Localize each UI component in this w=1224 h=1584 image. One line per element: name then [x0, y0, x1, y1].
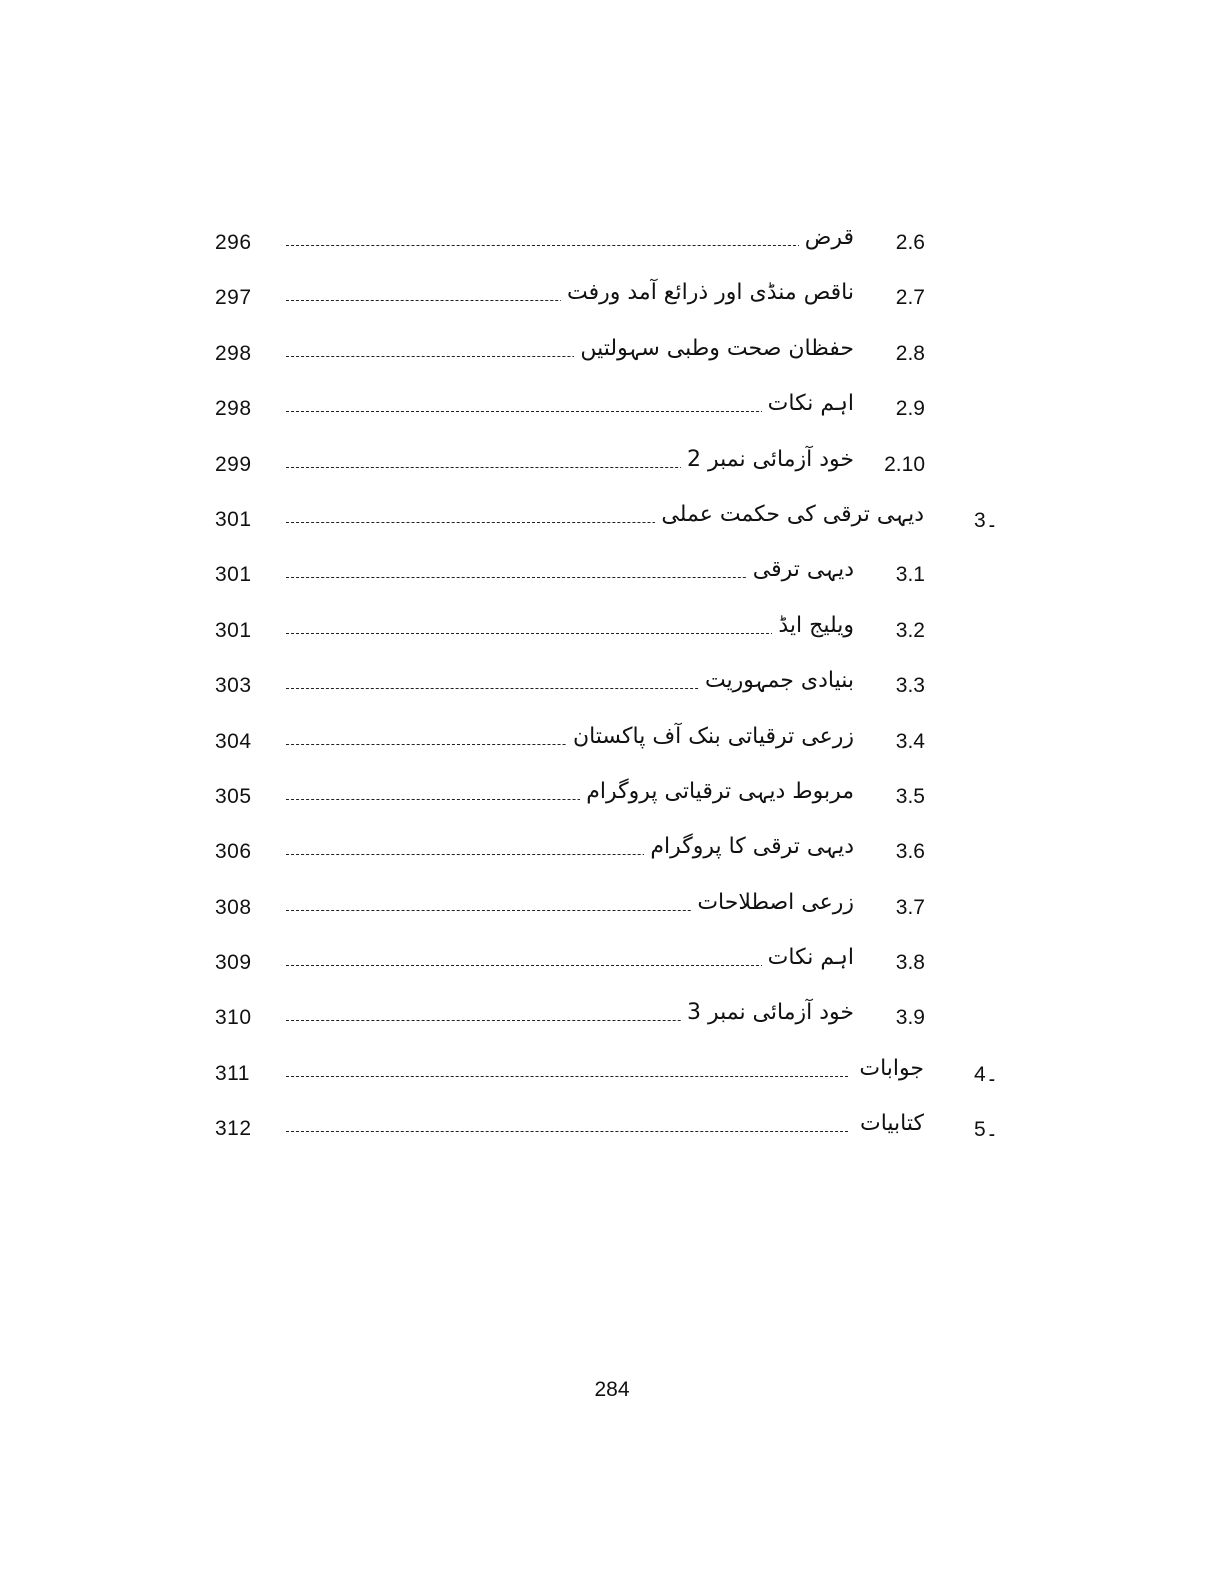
toc-section-number: 3.5: [895, 784, 925, 808]
toc-leader-line: [286, 910, 736, 911]
toc-title: اہم نکات: [762, 945, 854, 970]
toc-section-number: 3.3: [895, 674, 925, 698]
toc-row: [0, 771, 1224, 826]
toc-leader-line: [286, 688, 738, 689]
toc-title: زرعی ترقیاتی بنک آف پاکستان: [567, 724, 854, 749]
toc-page-number: 301: [215, 618, 252, 642]
toc-leader-line: [286, 633, 794, 634]
toc-page-number: 309: [215, 951, 252, 975]
toc-title: کتابیات: [854, 1111, 924, 1136]
toc-leader-line: [286, 965, 784, 966]
toc-title: ناقص منڈی اور ذرائع آمد ورفت: [561, 280, 854, 305]
toc-leader-line: [286, 1020, 746, 1021]
toc-leader-line: [286, 1076, 848, 1077]
toc-section-number: 2.7: [895, 286, 925, 310]
toc-page-number: 301: [215, 507, 252, 531]
toc-row: [0, 937, 1224, 992]
toc-page-number: 298: [215, 397, 252, 421]
toc-leader-line: [286, 411, 784, 412]
toc-page-number: 310: [215, 1006, 252, 1030]
toc-page-number: 311: [215, 1061, 250, 1085]
toc-section-number: 3.4: [895, 729, 925, 753]
toc-row: [0, 882, 1224, 937]
toc-title: جوابات: [853, 1056, 924, 1081]
toc-section-number: 2.10: [884, 452, 925, 476]
toc-row-chapter: [0, 1048, 1224, 1103]
toc-row: [0, 826, 1224, 881]
toc-leader-line: [286, 245, 806, 246]
toc-title: اہم نکات: [762, 391, 854, 416]
toc-page-number: 304: [215, 729, 252, 753]
toc-title: دیہی ترقی: [747, 557, 854, 582]
toc-row: [0, 549, 1224, 604]
toc-title: خود آزمائی نمبر 2: [681, 447, 854, 472]
toc-page-number: 308: [215, 895, 252, 919]
toc-section-number: 2.6: [895, 231, 925, 254]
toc-title: مربوط دیہی ترقیاتی پروگرام: [580, 779, 854, 804]
toc-page-number: 299: [215, 452, 252, 476]
toc-leader-line: [286, 1131, 848, 1132]
toc-row: [0, 992, 1224, 1047]
toc-section-number: 3.8: [895, 951, 925, 975]
toc-row: [0, 272, 1224, 327]
toc-title: خود آزمائی نمبر 3: [681, 1000, 854, 1025]
toc-page-number: 297: [215, 286, 252, 310]
toc-row: [0, 217, 1224, 272]
toc-title: قرض: [799, 225, 854, 250]
toc-section-number: 3.1: [895, 563, 925, 587]
toc-chapter-number: 4۔: [974, 1062, 998, 1086]
toc-section-number: 3.7: [895, 895, 925, 919]
toc-row: [0, 439, 1224, 494]
table-of-contents: [0, 217, 1224, 1159]
toc-page-number: 312: [215, 1117, 252, 1141]
toc-page-number: 301: [215, 563, 252, 587]
toc-leader-line: [286, 577, 786, 578]
toc-section-number: 2.8: [895, 341, 925, 365]
toc-row-chapter: [0, 1103, 1224, 1158]
toc-title: دیہی ترقی کا پروگرام: [644, 834, 854, 859]
toc-chapter-number: 3۔: [974, 508, 998, 532]
toc-row: [0, 716, 1224, 771]
toc-section-number: 3.6: [895, 840, 925, 864]
toc-title: حفظان صحت وطبی سہولتیں: [574, 336, 854, 361]
toc-page-number: 306: [215, 840, 252, 864]
page-number-footer: 284: [594, 1378, 630, 1401]
toc-page-number: 303: [215, 674, 252, 698]
toc-chapter-number: 5۔: [974, 1118, 998, 1142]
toc-section-number: 3.2: [895, 618, 925, 642]
toc-row: [0, 605, 1224, 660]
toc-row-chapter: [0, 494, 1224, 549]
toc-page-number: 298: [215, 341, 252, 365]
toc-title: دیہی ترقی کی حکمت عملی: [655, 502, 924, 527]
toc-row: [0, 328, 1224, 383]
toc-row: [0, 383, 1224, 438]
toc-title: ویلیج ایڈ: [772, 613, 854, 638]
toc-section-number: 2.9: [895, 397, 925, 421]
toc-title: زرعی اصطلاحات: [691, 890, 854, 915]
toc-page-number: 296: [215, 231, 252, 254]
toc-section-number: 3.9: [895, 1006, 925, 1030]
toc-page-number: 305: [215, 784, 252, 808]
toc-leader-line: [286, 467, 748, 468]
toc-row: [0, 660, 1224, 715]
toc-title: بنیادی جمہوریت: [699, 668, 854, 693]
